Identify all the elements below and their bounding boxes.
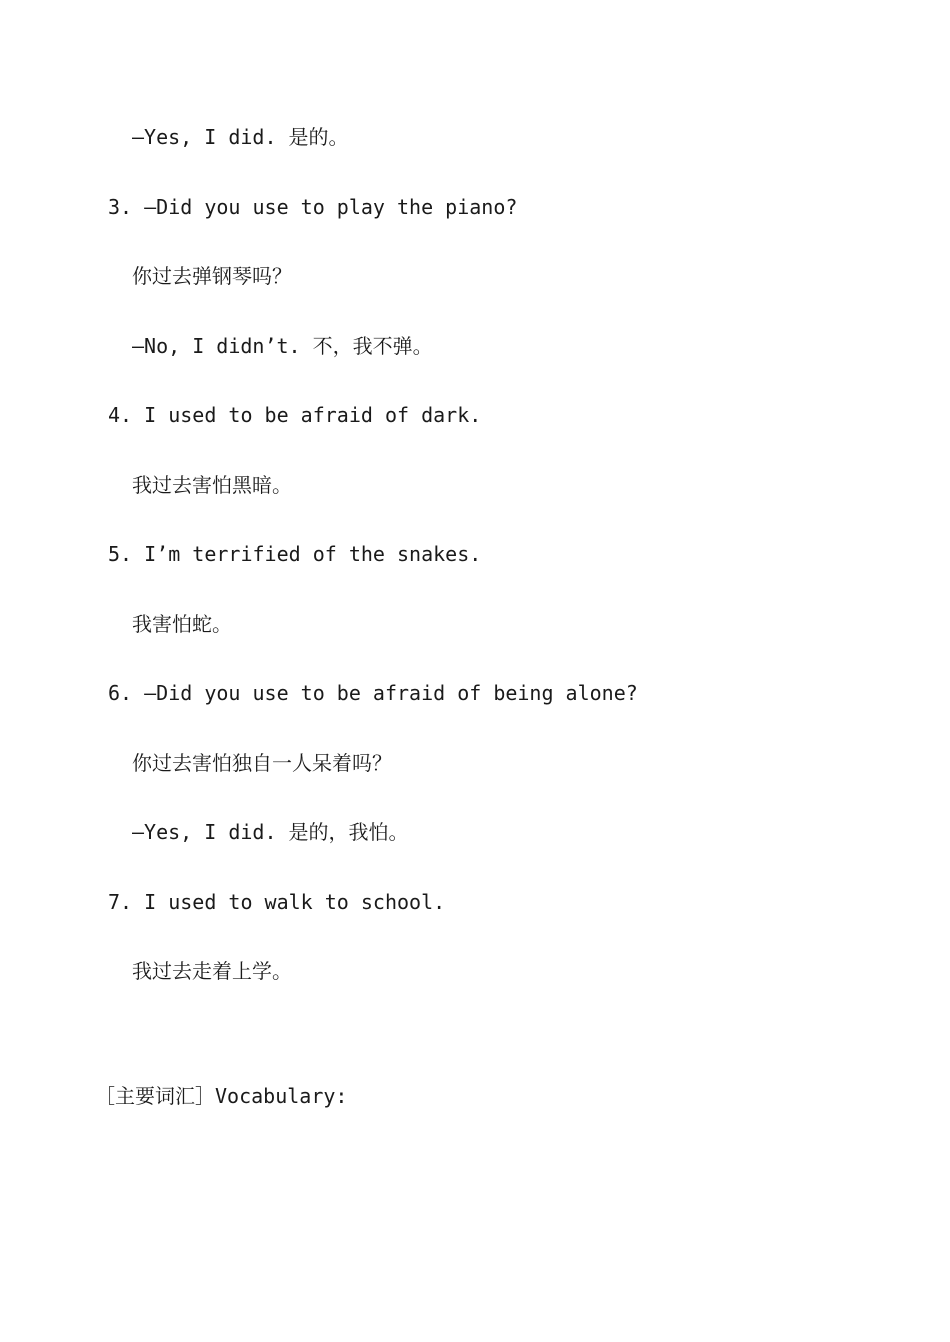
translation-line: 你过去弹钢琴吗？ — [132, 264, 292, 288]
answer-line: —Yes, I did. 是的，我怕。 — [132, 820, 409, 844]
translation-line: 我害怕蛇。 — [132, 612, 232, 636]
section-heading-vocabulary: ［主要词汇］Vocabulary: — [95, 1084, 348, 1108]
sentence-line: 7. I used to walk to school. — [108, 890, 446, 914]
translation-line: 我过去害怕黑暗。 — [132, 473, 292, 497]
question-line: 6. —Did you use to be afraid of being alone? — [108, 681, 638, 705]
translation-line: 你过去害怕独自一人呆着吗？ — [132, 751, 392, 775]
translation-line: 我过去走着上学。 — [132, 959, 292, 983]
answer-line: —No, I didn’t. 不，我不弹。 — [132, 334, 433, 358]
answer-line: —Yes, I did. 是的。 — [132, 125, 349, 149]
question-line: 3. —Did you use to play the piano? — [108, 195, 518, 219]
sentence-line: 4. I used to be afraid of dark. — [108, 403, 482, 427]
sentence-line: 5. I’m terrified of the snakes. — [108, 542, 482, 566]
